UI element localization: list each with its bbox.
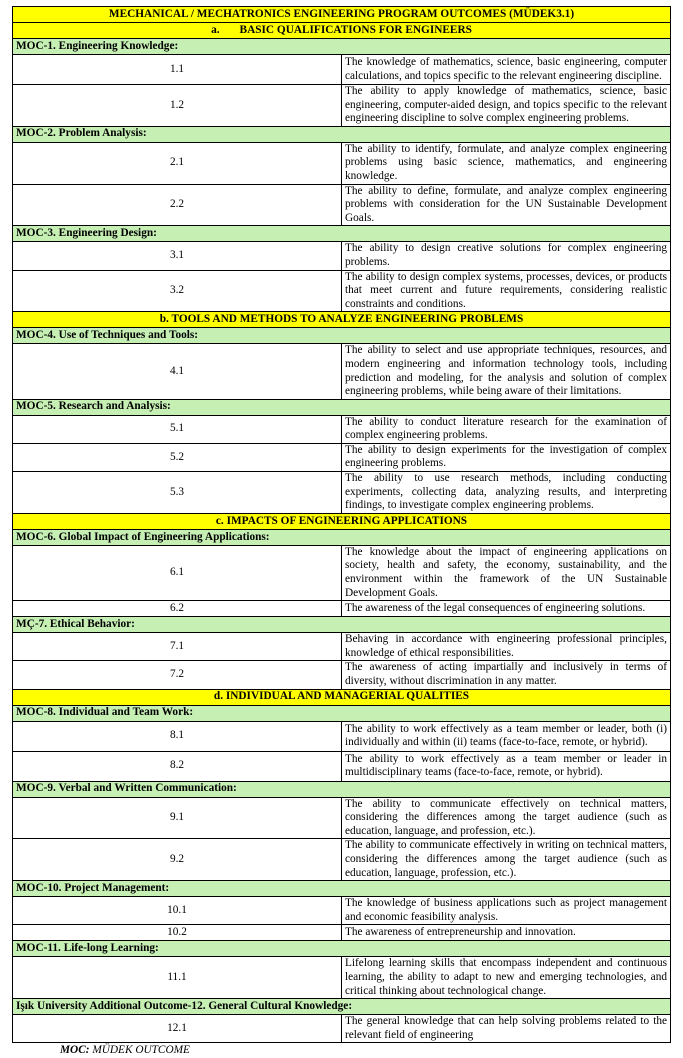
- outcome-row: [13, 957, 671, 999]
- outcome-number: 8.2: [13, 751, 342, 781]
- outcome-text: The ability to design complex systems, processes, devices, or products that meet current and future requirements, considering realistic constraints and conditions.: [342, 270, 671, 312]
- outcome-row: [13, 601, 671, 617]
- outcome-group-title: MOC-8. Individual and Team Work:: [13, 705, 671, 721]
- outcome-text: The awareness of the legal consequences of engineering solutions.: [342, 601, 671, 617]
- outcome-row: [13, 897, 671, 925]
- outcome-number: 2.2: [13, 184, 342, 226]
- outcome-row: [13, 443, 671, 471]
- outcome-group-row: [13, 529, 671, 545]
- outcomes-table: [12, 6, 671, 1043]
- outcome-text: The knowledge of mathematics, science, basic engineering, computer calculations, and topics specific to the relevant engineering discipline.: [342, 55, 671, 85]
- outcome-group-title: MOC-4. Use of Techniques and Tools:: [13, 328, 671, 344]
- section-letter: d.: [213, 690, 224, 703]
- outcome-text: The ability to design creative solutions for complex engineering problems.: [342, 242, 671, 270]
- outcome-text: The awareness of entrepreneurship and innovation.: [342, 925, 671, 941]
- outcome-group-title: MÇ-7. Ethical Behavior:: [13, 617, 671, 633]
- outcome-group-row: [13, 226, 671, 242]
- outcome-text: Behaving in accordance with engineering professional principles, knowledge of ethical responsibilities.: [342, 633, 671, 661]
- footnote-text: MÜDEK OUTCOME: [92, 1044, 190, 1057]
- section-letter: b.: [159, 313, 169, 326]
- outcome-number: 3.1: [13, 242, 342, 270]
- outcome-group-row: [13, 881, 671, 897]
- section-heading-row: [13, 23, 671, 39]
- outcome-group-title: MOC-6. Global Impact of Engineering Applications:: [13, 529, 671, 545]
- outcome-number: 10.2: [13, 925, 342, 941]
- outcome-number: 11.1: [13, 957, 342, 999]
- outcome-row: [13, 797, 671, 839]
- outcome-text: The knowledge about the impact of engineering applications on society, health and safety, the economy, sustainability, and the environment within the framework of the UN Sustainable Development Goals.: [342, 545, 671, 600]
- program-outcomes-document: [12, 6, 671, 1058]
- outcome-group-row: [13, 399, 671, 415]
- outcome-group-row: [13, 999, 671, 1015]
- outcome-row: [13, 472, 671, 514]
- section-heading: [13, 689, 671, 705]
- outcome-group-title: MOC-3. Engineering Design:: [13, 226, 671, 242]
- outcome-text: The ability to apply knowledge of mathematics, science, basic engineering, computer-aided design, and topics specific to the relevant engineering discipline to solve complex engineering problems.: [342, 85, 671, 127]
- outcome-row: [13, 344, 671, 399]
- outcome-group-row: [13, 126, 671, 142]
- outcome-text: The ability to conduct literature research for the examination of complex engineering problems.: [342, 415, 671, 443]
- outcome-number: 7.1: [13, 633, 342, 661]
- outcome-group-title: MOC-2. Problem Analysis:: [13, 126, 671, 142]
- outcome-row: [13, 270, 671, 312]
- outcome-row: [13, 142, 671, 184]
- table-footnote: [12, 1043, 671, 1058]
- outcome-number: 5.3: [13, 472, 342, 514]
- outcome-text: The ability to work effectively as a team member or leader in multidisciplinary teams (face-to-face, remote, or hybrid).: [342, 751, 671, 781]
- outcome-number: 6.1: [13, 545, 342, 600]
- outcome-number: 1.2: [13, 85, 342, 127]
- table-title-row: [13, 7, 671, 23]
- outcome-text: The ability to select and use appropriate techniques, resources, and modern engineering and information technology tools, including prediction and modeling, for the analysis and solution of complex engineering problems, while being aware of their limitations.: [342, 344, 671, 399]
- outcome-group-row: [13, 781, 671, 797]
- outcome-text: The ability to communicate effectively on technical matters, considering the differences among the target audience (such as education, language, and profession, etc.).: [342, 797, 671, 839]
- section-heading: [13, 312, 671, 328]
- outcome-number: 1.1: [13, 55, 342, 85]
- section-letter: c.: [215, 514, 224, 527]
- outcome-text: The ability to design experiments for the investigation of complex engineering problems.: [342, 443, 671, 471]
- outcome-group-title: MOC-10. Project Management:: [13, 881, 671, 897]
- section-heading-row: [13, 689, 671, 705]
- outcome-row: [13, 55, 671, 85]
- section-heading: [13, 23, 671, 39]
- outcome-group-row: [13, 705, 671, 721]
- outcome-row: [13, 1015, 671, 1043]
- outcome-number: 6.2: [13, 601, 342, 617]
- outcome-number: 5.2: [13, 443, 342, 471]
- outcome-row: [13, 242, 671, 270]
- outcome-number: 10.1: [13, 897, 342, 925]
- outcome-number: 9.1: [13, 797, 342, 839]
- section-title: IMPACTS OF ENGINEERING APPLICATIONS: [226, 514, 468, 527]
- outcome-number: 4.1: [13, 344, 342, 399]
- outcome-text: The ability to use research methods, including conducting experiments, collecting data, analyzing results, and interpreting findings, to investigate complex engineering problems.: [342, 472, 671, 514]
- outcome-row: [13, 721, 671, 751]
- outcome-row: [13, 925, 671, 941]
- outcome-group-row: [13, 941, 671, 957]
- section-title: TOOLS AND METHODS TO ANALYZE ENGINEERING PROBLEMS: [171, 313, 524, 326]
- outcome-number: 12.1: [13, 1015, 342, 1043]
- outcome-row: [13, 839, 671, 881]
- outcome-row: [13, 661, 671, 689]
- section-letter: a.: [211, 23, 220, 36]
- outcome-text: The ability to communicate effectively in writing on technical matters, considering the differences among the target audience (such as education, language, profession, etc.).: [342, 839, 671, 881]
- footnote-abbreviation: MOC:: [60, 1044, 90, 1057]
- outcome-group-title: MOC-11. Life-long Learning:: [13, 941, 671, 957]
- outcome-group-row: [13, 39, 671, 55]
- outcome-group-title: MOC-9. Verbal and Written Communication:: [13, 781, 671, 797]
- outcome-text: The knowledge of business applications such as project management and economic feasibility analysis.: [342, 897, 671, 925]
- outcome-text: The ability to work effectively as a team member or leader, both (i) individually and within (ii) teams (face-to-face, remote, or hybrid).: [342, 721, 671, 751]
- outcome-number: 9.2: [13, 839, 342, 881]
- outcome-number: 5.1: [13, 415, 342, 443]
- outcome-text: The awareness of acting impartially and inclusively in terms of diversity, without discrimination in any matter.: [342, 661, 671, 689]
- section-heading: [13, 513, 671, 529]
- outcome-number: 7.2: [13, 661, 342, 689]
- outcome-number: 2.1: [13, 142, 342, 184]
- outcome-group-title: Işık University Additional Outcome-12. General Cultural Knowledge:: [13, 999, 671, 1015]
- section-title: BASIC QUALIFICATIONS FOR ENGINEERS: [239, 23, 472, 36]
- section-title: INDIVIDUAL AND MANAGERIAL QUALITIES: [225, 690, 470, 703]
- outcome-number: 8.1: [13, 721, 342, 751]
- outcome-text: The general knowledge that can help solving problems related to the relevant field of engineering: [342, 1015, 671, 1043]
- section-heading-row: [13, 513, 671, 529]
- outcome-text: The ability to define, formulate, and analyze complex engineering problems with consideration for the UN Sustainable Development Goals.: [342, 184, 671, 226]
- table-title: MECHANICAL / MECHATRONICS ENGINEERING PROGRAM OUTCOMES (MÜDEK3.1): [13, 7, 671, 23]
- outcome-group-title: MOC-5. Research and Analysis:: [13, 399, 671, 415]
- outcome-row: [13, 633, 671, 661]
- outcome-text: The ability to identify, formulate, and analyze complex engineering problems using basic science, mathematics, and engineering knowledge.: [342, 142, 671, 184]
- outcome-group-row: [13, 328, 671, 344]
- outcome-row: [13, 751, 671, 781]
- outcome-row: [13, 184, 671, 226]
- outcome-row: [13, 545, 671, 600]
- outcome-row: [13, 85, 671, 127]
- outcome-group-title: MOC-1. Engineering Knowledge:: [13, 39, 671, 55]
- outcome-group-row: [13, 617, 671, 633]
- section-heading-row: [13, 312, 671, 328]
- outcome-row: [13, 415, 671, 443]
- outcome-text: Lifelong learning skills that encompass independent and continuous learning, the ability to adapt to new and emerging technologies, and critical thinking about technological change.: [342, 957, 671, 999]
- outcome-number: 3.2: [13, 270, 342, 312]
